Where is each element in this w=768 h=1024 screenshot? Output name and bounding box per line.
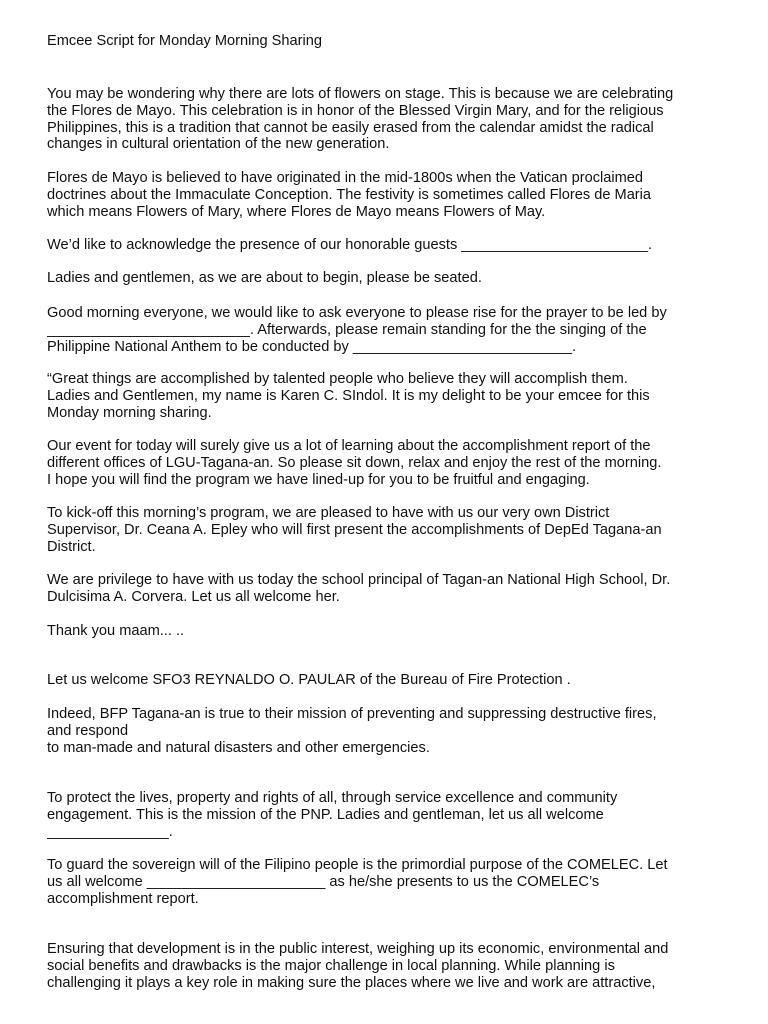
text-line: Philippines, this is a tradition that cannot be easily erased from the calendar amidst the radical	[47, 119, 654, 136]
paragraph-please-be-seated	[47, 270, 747, 287]
text-line: To kick-off this morning’s program, we are pleased to have with us our very own District	[47, 505, 610, 521]
text-line: _________________________. Afterwards, please remain standing for the the singing of the	[47, 321, 647, 338]
text-line: and respond	[47, 722, 129, 739]
paragraph-flores-origin	[47, 170, 747, 220]
paragraph-pnp-mission	[47, 790, 747, 840]
paragraph-comelec	[47, 857, 747, 907]
text-line: changes in cultural orientation of the new generation.	[47, 136, 390, 153]
paragraph-school-principal	[47, 572, 747, 606]
text-line: I hope you will find the program we have lined-up for you to be fruitful and engaging.	[47, 471, 590, 488]
text-line: engagement. This is the mission of the PNP. Ladies and gentleman, let us all welcome	[47, 806, 604, 823]
text-line: Ensuring that development is in the public interest, weighing up its economic, environmental and	[47, 941, 669, 957]
text-line: Supervisor, Dr. Ceana A. Epley who will first present the accomplishments of DepEd Tagana-an	[47, 521, 662, 538]
text-line: different offices of LGU-Tagana-an. So please sit down, relax and enjoy the rest of the morning.	[47, 454, 662, 471]
paragraph-emcee-intro	[47, 371, 747, 421]
text-line: Ladies and Gentlemen, my name is Karen C. SIndol. It is my delight to be your emcee for this	[47, 387, 650, 404]
text-line: Good morning everyone, we would like to ask everyone to please rise for the prayer to be led by	[47, 305, 667, 321]
text-line: Let us welcome SFO3 REYNALDO O. PAULAR of the Bureau of Fire Protection .	[47, 672, 571, 688]
paragraph-bfp-mission	[47, 706, 747, 756]
paragraph-event-overview	[47, 438, 747, 488]
text-line: Philippine National Anthem to be conducted by ___________________________.	[47, 338, 577, 355]
paragraph-acknowledge-guests	[47, 237, 747, 254]
paragraph-local-planning	[47, 941, 747, 991]
text-line: We’d like to acknowledge the presence of our honorable guests _______________________.	[47, 237, 653, 253]
text-line: _______________.	[47, 823, 173, 840]
document-title: Emcee Script for Monday Morning Sharing	[47, 33, 322, 49]
text-line: District.	[47, 538, 96, 555]
paragraph-kick-off	[47, 505, 747, 555]
text-line: Thank you maam... ..	[47, 623, 185, 639]
text-line: Dulcisima A. Corvera. Let us all welcome her.	[47, 588, 340, 605]
text-line: Our event for today will surely give us a lot of learning about the accomplishment report of the	[47, 438, 651, 454]
paragraph-bfp-welcome	[47, 672, 747, 689]
text-line: us all welcome ______________________ as he/she presents to us the COMELEC’s	[47, 873, 600, 890]
paragraph-flores-intro	[47, 86, 747, 153]
text-line: To guard the sovereign will of the Filipino people is the primordial purpose of the COMELEC. Let	[47, 857, 668, 873]
text-line: accomplishment report.	[47, 890, 199, 907]
text-line: doctrines about the Immaculate Conception. The festivity is sometimes called Flores de Maria	[47, 186, 652, 203]
text-line: “Great things are accomplished by talented people who believe they will accomplish them.	[47, 371, 628, 387]
paragraph-thank-you	[47, 623, 747, 640]
paragraph-prayer-anthem	[47, 305, 747, 355]
text-line: We are privilege to have with us today the school principal of Tagan-an National High School, Dr.	[47, 572, 671, 588]
text-line: You may be wondering why there are lots of flowers on stage. This is because we are celebrating	[47, 86, 674, 102]
text-line: which means Flowers of Mary, where Flores de Mayo means Flowers of May.	[47, 203, 546, 220]
text-line: Monday morning sharing.	[47, 404, 212, 421]
text-line: to man-made and natural disasters and other emergencies.	[47, 739, 430, 756]
text-line: Flores de Mayo is believed to have originated in the mid-1800s when the Vatican proclaimed	[47, 170, 643, 186]
text-line: the Flores de Mayo. This celebration is in honor of the Blessed Virgin Mary, and for the religious	[47, 102, 664, 119]
text-line: social benefits and drawbacks is the major challenge in local planning. While planning is	[47, 957, 615, 974]
text-line: To protect the lives, property and rights of all, through service excellence and community	[47, 790, 618, 806]
document-page	[47, 31, 747, 1024]
text-line: Ladies and gentlemen, as we are about to begin, please be seated.	[47, 270, 482, 286]
text-line: challenging it plays a key role in making sure the places where we live and work are attractive,	[47, 974, 656, 991]
text-line: Indeed, BFP Tagana-an is true to their mission of preventing and suppressing destructive fires,	[47, 706, 657, 722]
